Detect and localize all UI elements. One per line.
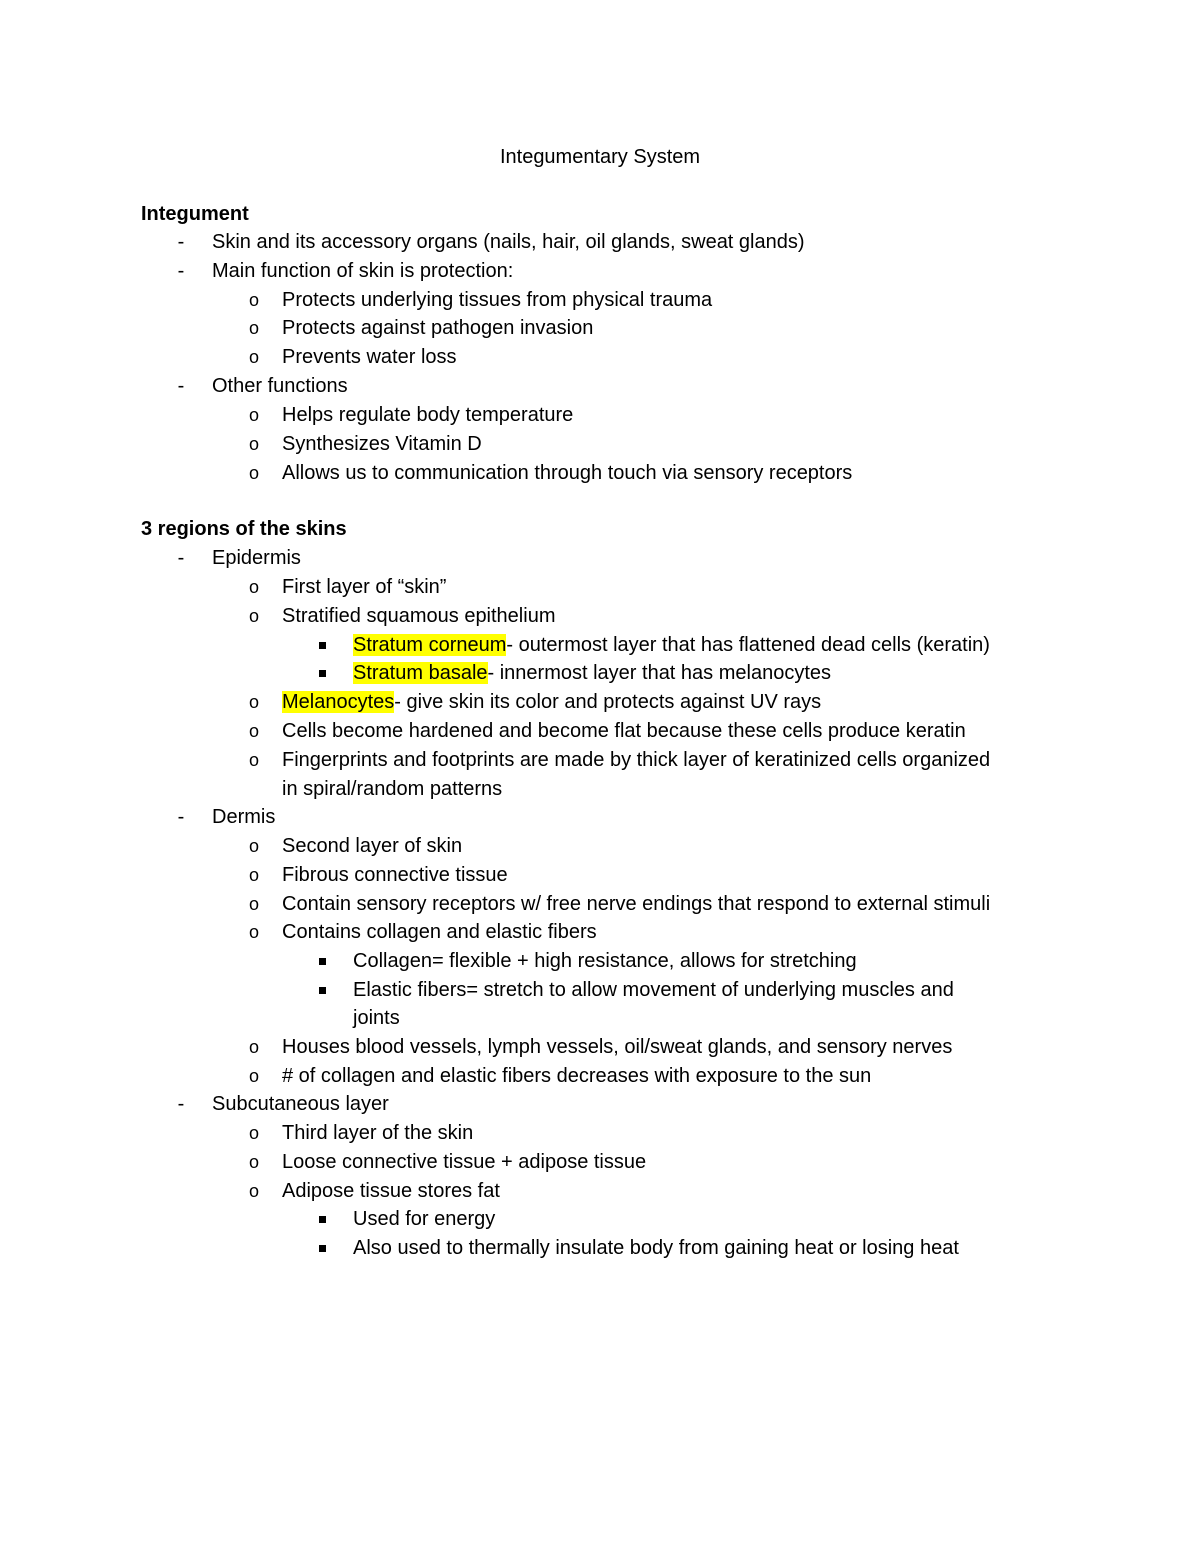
circle-bullet: o [248,1066,259,1086]
sub-list-item-text: Protects against pathogen invasion [282,317,594,339]
highlighted-term: Stratum corneum [353,634,507,656]
sub-list-item-text: Second layer of skin [282,835,463,857]
sub-list-item-text: Contain sensory receptors w/ free nerve endings that respond to external stimuli [282,893,991,915]
sub-list-item-text: Fibrous connective tissue [282,864,508,886]
sub-list-item-text: Fingerprints and footprints are made by thick layer of keratinized cells organized [282,749,991,771]
square-list-item-text: Used for energy [353,1208,496,1230]
sub-list-item-text: Synthesizes Vitamin D [282,433,482,455]
circle-bullet: o [248,1181,259,1201]
term-description: - outermost layer that has flattened dead cells (keratin) [506,634,990,656]
circle-bullet: o [248,922,259,942]
dermis-label: Dermis [212,806,276,828]
circle-bullet: o [248,347,259,367]
circle-bullet: o [248,463,259,483]
sub-list-item-text: Stratified squamous epithelium [282,605,556,627]
highlighted-term: Stratum basale [353,662,488,684]
sub-list-item-text: First layer of “skin” [282,576,447,598]
square-list-item-text: Collagen= flexible + high resistance, allows for stretching [353,950,857,972]
square-list-item-text: Elastic fibers= stretch to allow movement of underlying muscles and [353,979,954,1001]
sub-list-item-text: Prevents water loss [282,346,457,368]
circle-bullet: o [248,1037,259,1057]
circle-bullet: o [248,290,259,310]
dash-bullet: - [177,806,185,828]
circle-bullet: o [248,405,259,425]
circle-bullet: o [248,721,259,741]
sub-list-item-text: Protects underlying tissues from physical trauma [282,289,713,311]
subcutaneous-label: Subcutaneous layer [212,1093,389,1115]
circle-bullet: o [248,577,259,597]
circle-bullet: o [248,750,259,770]
term-description: - give skin its color and protects against UV rays [394,691,822,713]
circle-bullet: o [248,434,259,454]
circle-bullet: o [248,836,259,856]
highlighted-term: Melanocytes [282,691,395,713]
term-description: - innermost layer that has melanocytes [487,662,832,684]
section-heading-integument: Integument [141,203,249,225]
sub-list-item-text: Houses blood vessels, lymph vessels, oil/sweat glands, and sensory nerves [282,1036,953,1058]
sub-list-item-text: Third layer of the skin [282,1122,474,1144]
epidermis-label: Epidermis [212,547,301,569]
list-item-text: Other functions [212,375,348,397]
circle-bullet: o [248,692,259,712]
square-list-item-text: Also used to thermally insulate body from gaining heat or losing heat [353,1237,959,1259]
circle-bullet: o [248,894,259,914]
circle-bullet: o [248,1123,259,1143]
sub-list-item-text: Loose connective tissue + adipose tissue [282,1151,647,1173]
circle-bullet: o [248,606,259,626]
square-list-item-text: joints [353,1007,400,1029]
list-item-text: Main function of skin is protection: [212,260,514,282]
sub-list-item-text: Cells become hardened and become flat because these cells produce keratin [282,720,966,742]
sub-list-item-text: Allows us to communication through touch via sensory receptors [282,462,853,484]
sub-list-item-text [282,688,821,716]
dash-bullet: - [177,375,185,397]
document-title: Integumentary System [499,146,701,168]
sub-list-item-text: Adipose tissue stores fat [282,1180,500,1202]
sub-list-item-text: # of collagen and elastic fibers decreases with exposure to the sun [282,1065,872,1087]
dash-bullet: - [177,1093,185,1115]
circle-bullet: o [248,318,259,338]
circle-bullet: o [248,1152,259,1172]
square-list-item-text [353,631,990,659]
dash-bullet: - [177,260,185,282]
sub-list-item-text: Helps regulate body temperature [282,404,574,426]
dash-bullet: - [177,231,185,253]
sub-list-item-text: Contains collagen and elastic fibers [282,921,597,943]
list-item-text: Skin and its accessory organs (nails, hair, oil glands, sweat glands) [212,231,805,253]
sub-list-item-text: in spiral/random patterns [282,778,503,800]
square-list-item-text [353,659,831,687]
circle-bullet: o [248,865,259,885]
section-heading-regions: 3 regions of the skins [141,518,347,540]
dash-bullet: - [177,547,185,569]
